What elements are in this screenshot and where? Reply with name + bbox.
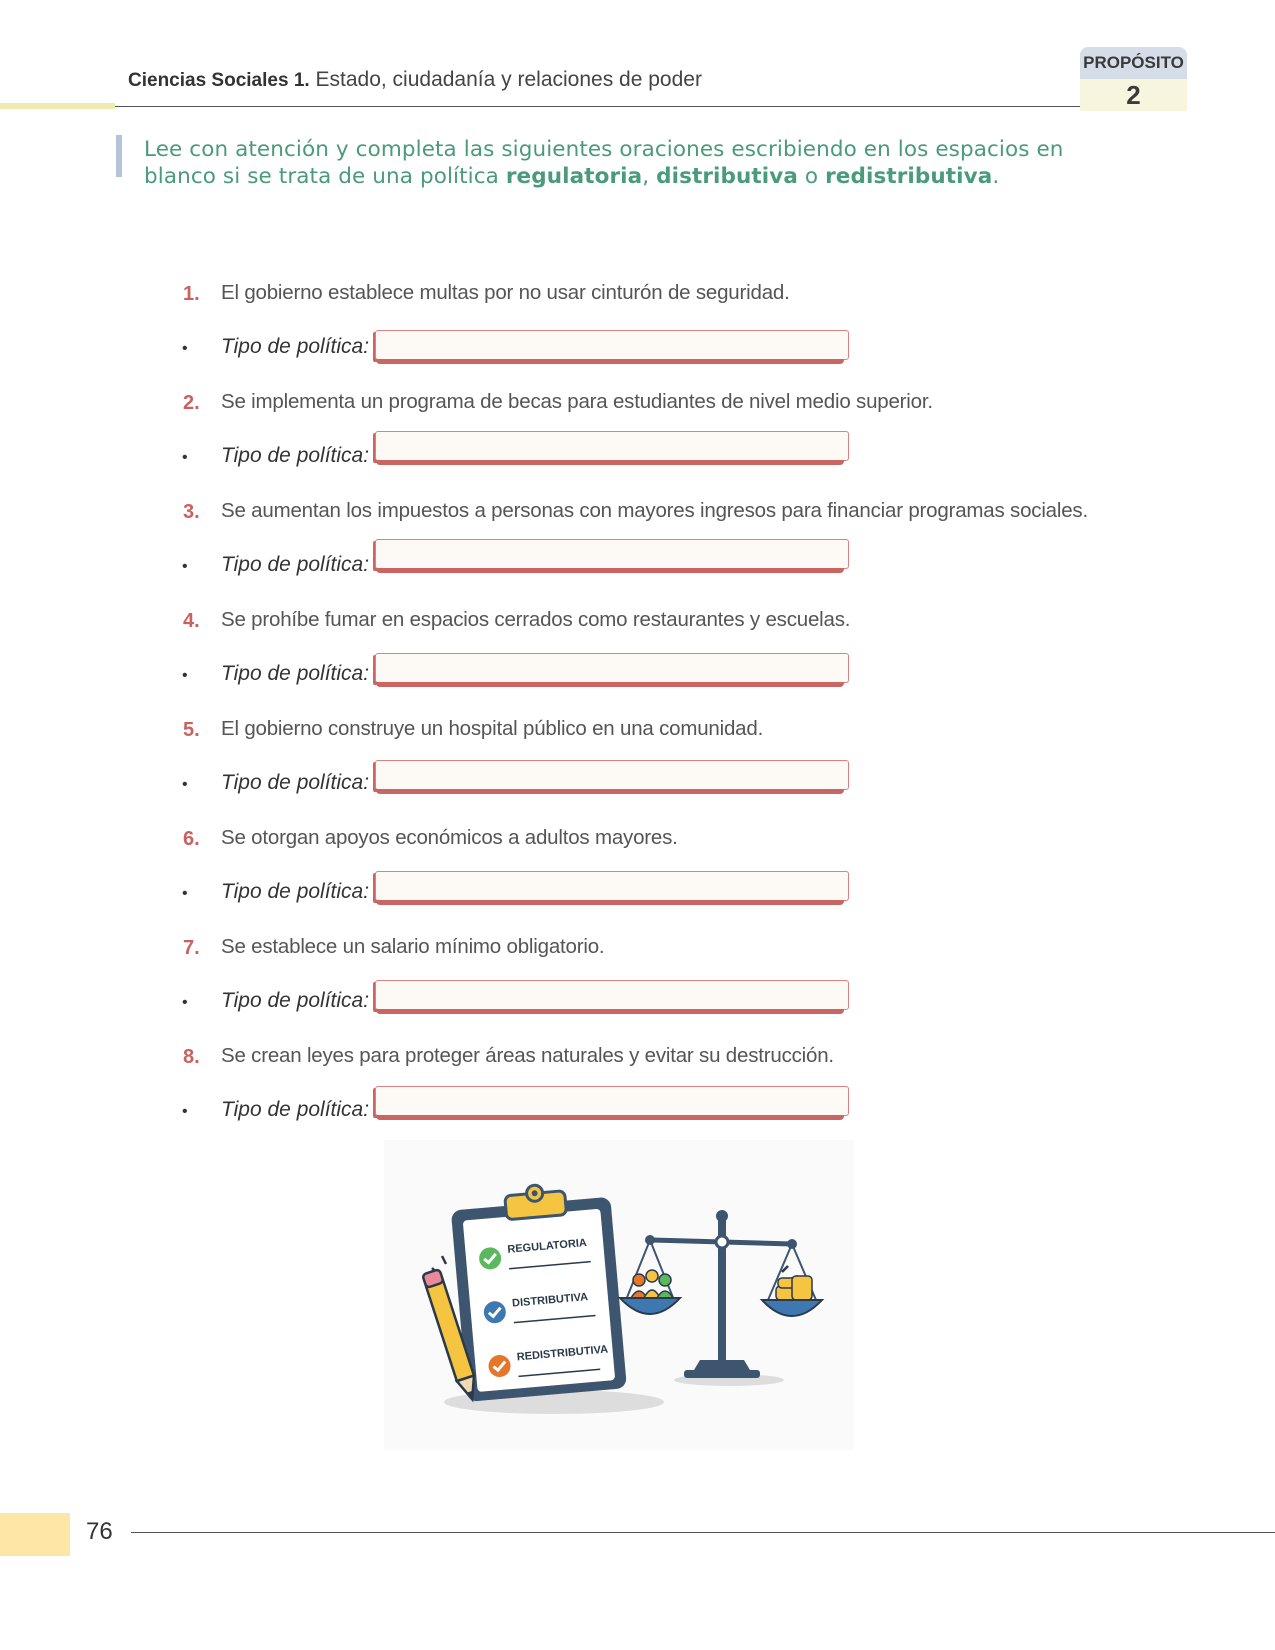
question-text: Se prohíbe fumar en espacios cerrados como restaurantes y escuelas. xyxy=(221,608,851,631)
coins-icon xyxy=(776,1276,812,1300)
answer-field-5[interactable] xyxy=(375,760,849,790)
answer-box-underline xyxy=(376,1115,844,1120)
bullet: • xyxy=(182,667,188,684)
clipboard-scale-illustration xyxy=(384,1140,854,1450)
instruction-text xyxy=(144,136,1124,190)
question-text: Se otorgan apoyos económicos a adultos mayores. xyxy=(221,826,678,849)
answer-field-2[interactable] xyxy=(375,431,849,461)
question-number: 5. xyxy=(183,719,200,741)
question-number: 2. xyxy=(183,392,200,414)
keyword-regulatoria: regulatoria xyxy=(505,164,643,189)
answer-box-underline xyxy=(376,359,844,364)
question-number: 8. xyxy=(183,1046,200,1068)
answer-field-1[interactable] xyxy=(375,330,849,360)
question-number: 4. xyxy=(183,610,200,632)
answer-box-underline xyxy=(376,789,844,794)
answer-label: Tipo de política: xyxy=(221,771,370,794)
answer-field-3[interactable] xyxy=(375,539,849,569)
instruction-accent-bar xyxy=(116,135,122,177)
keyword-redistributiva: redistributiva xyxy=(825,164,993,189)
instruction-separator: o xyxy=(797,164,826,189)
answer-box-underline xyxy=(376,1009,844,1014)
bullet: • xyxy=(182,558,188,575)
footer-accent-block xyxy=(0,1513,70,1556)
bullet: • xyxy=(182,994,188,1011)
answer-label: Tipo de política: xyxy=(221,1098,370,1121)
answer-box-underline xyxy=(376,568,844,573)
book-title-rest: Estado, ciudadanía y relaciones de poder xyxy=(309,68,702,91)
instruction-body: Lee con atención y completa las siguientes oraciones escribiendo en los espacios en blanco si se trata de una política xyxy=(144,137,1064,189)
policy-illustration xyxy=(384,1140,854,1450)
bullet: • xyxy=(182,449,188,466)
answer-label: Tipo de política: xyxy=(221,662,370,685)
bullet: • xyxy=(182,1103,188,1120)
clipboard-icon xyxy=(449,1179,627,1402)
proposito-label: PROPÓSITO xyxy=(1080,47,1187,79)
question-text: Se crean leyes para proteger áreas naturales y evitar su destrucción. xyxy=(221,1044,834,1067)
question-text: El gobierno construye un hospital público en una comunidad. xyxy=(221,717,764,740)
answer-box-underline xyxy=(376,460,844,465)
answer-box-underline xyxy=(376,682,844,687)
bullet: • xyxy=(182,776,188,793)
proposito-badge xyxy=(1080,47,1187,111)
bullet: • xyxy=(182,340,188,357)
question-number: 3. xyxy=(183,501,200,523)
answer-field-4[interactable] xyxy=(375,653,849,683)
balance-scale-icon xyxy=(620,1210,822,1378)
book-title xyxy=(128,68,702,92)
answer-label: Tipo de política: xyxy=(221,335,370,358)
answer-label: Tipo de política: xyxy=(221,444,370,467)
question-text: Se implementa un programa de becas para estudiantes de nivel medio superior. xyxy=(221,390,933,413)
question-text: Se establece un salario mínimo obligatorio. xyxy=(221,935,605,958)
header-accent-bar xyxy=(0,103,115,109)
proposito-number: 2 xyxy=(1080,79,1187,111)
answer-field-7[interactable] xyxy=(375,980,849,1010)
question-text: El gobierno establece multas por no usar cinturón de seguridad. xyxy=(221,281,790,304)
instruction-end: . xyxy=(992,164,1000,189)
answer-label: Tipo de política: xyxy=(221,880,370,903)
question-number: 1. xyxy=(183,283,200,305)
answer-box-underline xyxy=(376,900,844,905)
item-distributiva: DISTRIBUTIVA xyxy=(511,1291,589,1310)
question-number: 6. xyxy=(183,828,200,850)
bullet: • xyxy=(182,885,188,902)
header-rule xyxy=(115,106,1080,107)
item-redistributiva: REDISTRIBUTIVA xyxy=(516,1343,609,1364)
answer-field-8[interactable] xyxy=(375,1086,849,1116)
answer-field-6[interactable] xyxy=(375,871,849,901)
book-title-bold: Ciencias Sociales 1. xyxy=(128,70,310,91)
instruction-separator: , xyxy=(642,164,657,189)
footer-rule xyxy=(131,1532,1275,1533)
answer-label: Tipo de política: xyxy=(221,553,370,576)
question-text: Se aumentan los impuestos a personas con mayores ingresos para financiar programas sociales. xyxy=(221,499,1088,522)
people-icon xyxy=(631,1270,673,1298)
keyword-distributiva: distributiva xyxy=(656,164,798,189)
item-regulatoria: REGULATORIA xyxy=(506,1236,588,1256)
answer-label: Tipo de política: xyxy=(221,989,370,1012)
page-number: 76 xyxy=(86,1518,113,1545)
question-number: 7. xyxy=(183,937,200,959)
